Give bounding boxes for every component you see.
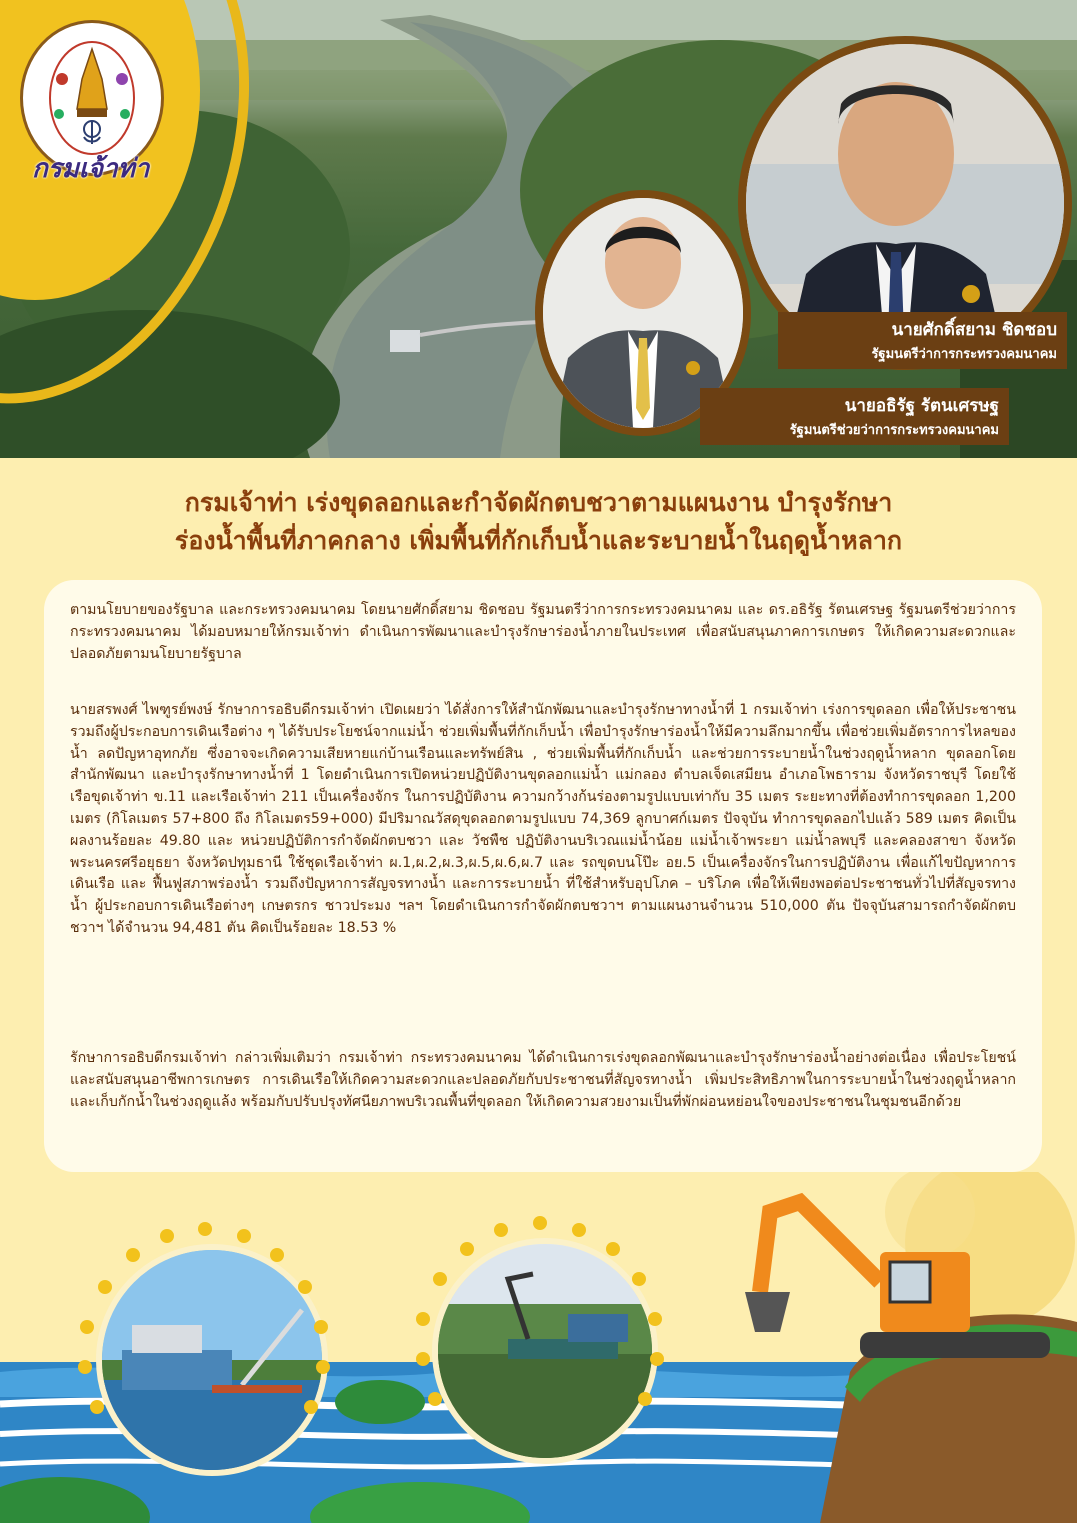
- decorative-dot: [606, 1242, 620, 1256]
- decorative-dot: [198, 1222, 212, 1236]
- decorative-dot: [638, 1392, 652, 1406]
- decorative-dot: [126, 1248, 140, 1262]
- article-paragraph-2: นายสรพงศ์ ไพฑูรย์พงษ์ รักษาการอธิบดีกรมเจ้าท่า เปิดเผยว่า ได้สั่งการให้สำนักพัฒนาและบำรุงรักษาทางน้ำที่ 1 กรมเจ้าท่า เร่งการขุดลอก เพื่อให้ประชาชนรวมถึงผู้ประกอบการเดินเรือต่าง ๆ ได้รับประโยชน์จากแม่น้ำ ช่วยเพิ่มพื้นที่กักเก็บน้ำ เพื่อบำรุงรักษาร่องน้ำให้มีความลึกมากขึ้น เพื่อช่วยเพิ่มอัตราการไหลของน้ำ ลดปัญหาอุทกภัย ซึ่งอาจจะเกิดความเสียหายแก่บ้านเรือนและทรัพย์สิน , ช่วยเพิ่มพื้นที่กักเก็บน้ำ และช่วยการระบายน้ำในช่วงฤดูน้ำหลาก ขุดลอกโดยสำนักพัฒนา และบำรุงรักษาทางน้ำที่ 1 โดยดำเนินการเปิดหน่วยปฏิบัติงานขุดลอกแม่น้ำ แม่กลอง ตำบลเจ็ดเสมียน อำเภอโพธาราม จังหวัดราชบุรี โดยใช้เรือขุดเจ้าท่า ข.11 และเรือเจ้าท่า 211 เป็นเครื่องจักร ในการปฏิบัติงาน ความกว้างก้นร่องตามรูปแบบเท่ากับ 35 เมตร ระยะทางที่ต้องทำการขุดลอก 1,200 เมตร (กิโลเมตร 57+800 ถึง กิโลเมตร59+000) มีปริมาณวัสดุขุดลอกตามรูปแบบ 74,369 ลูกบาศก์เมตร ปัจจุบัน ทำการขุดลอกไปแล้ว 589 เมตร คิดเป็นผลงานร้อยละ 49.80 และ หน่วยปฏิบัติการกำจัดผักตบชวา และ วัชพืช ปฏิบัติงานบริเวณแม่น้ำน้อย แม่น้ำเจ้าพระยา แม่น้ำลพบุรี และคลองสาขา จังหวัดพระนครศรีอยุธยา จังหวัดปทุมธานี ใช้ชุดเรือเจ้าท่า ผ.1,ผ.2,ผ.3,ผ.5,ผ.6,ผ.7 และ รถขุดบนโป๊ะ อย.5 เป็นเครื่องจักรในการปฏิบัติงาน เพื่อแก้ไขปัญหาการเดินเรือ และ ฟื้นฟูสภาพร่องน้ำ รวมถึงปัญหาการสัญจรทางน้ำ และการระบายน้ำ ที่ใช้สำหรับอุปโภค – บริโภค เพื่อให้เพียงพอต่อประชาชนทั่วไปที่สัญจรทางน้ำ ผู้ประกอบการเดินเรือต่างๆ เกษตรกร ชาวประมง ฯลฯ โดยดำเนินการกำจัดผักตบชวาฯ ตามแผนงานจำนวน 510,000 ตัน ปัจจุบันสามารถกำจัดผักตบชวาฯ ได้จำนวน 94,481 ตัน คิดเป็นร้อยละ 18.53 %: [70, 702, 1016, 936]
- decorative-dot: [78, 1360, 92, 1374]
- hero-aerial-river-photo: [0, 0, 1077, 458]
- decorative-dot: [98, 1280, 112, 1294]
- decorative-dot: [316, 1360, 330, 1374]
- decorative-dot: [416, 1352, 430, 1366]
- dredging-site-photo-2: [432, 1238, 658, 1464]
- decorative-dot: [416, 1312, 430, 1326]
- headline-line-2: ร่องน้ำพื้นที่ภาคกลาง เพิ่มพื้นที่กักเก็บน้ำและระบายน้ำในฤดูน้ำหลาก: [174, 526, 903, 555]
- decorative-dot: [533, 1216, 547, 1230]
- official-name: นายศักดิ์สยาม ชิดชอบ: [891, 320, 1057, 340]
- decorative-dot: [270, 1248, 284, 1262]
- decorative-dot: [433, 1272, 447, 1286]
- name-tag-minister: [778, 312, 1067, 369]
- decorative-dot: [650, 1352, 664, 1366]
- article-paragraph-3: รักษาการอธิบดีกรมเจ้าท่า กล่าวเพิ่มเติมว่า กรมเจ้าท่า กระทรวงคมนาคม ได้ดำเนินการเร่งขุดลอกพัฒนาและบำรุงรักษาร่องน้ำอย่างต่อเนื่อง เพื่อประโยชน์และสนับสนุนอาชีพการเกษตร การเดินเรือให้เกิดความสะดวกและปลอดภัยกับประชาชนที่สัญจรทางน้ำ เพิ่มประสิทธิภาพในการระบายน้ำในช่วงฤดูน้ำหลาก และเก็บกักน้ำในช่วงฤดูแล้ง พร้อมกับปรับปรุงทัศนียภาพบริเวณพื้นที่ขุดลอก ให้เกิดความสวยงามเป็นที่พักผ่อนหย่อนใจของประชาชนในชุมชนอีกด้วย: [70, 1050, 1016, 1110]
- name-tag-deputy-minister: [700, 388, 1009, 445]
- decorative-dot: [237, 1229, 251, 1243]
- article-paragraph-1: ตามนโยบายของรัฐบาล และกระทรวงคมนาคม โดยนายศักดิ์สยาม ชิดชอบ รัฐมนตรีว่าการกระทรวงคมนาคม และ ดร.อธิรัฐ รัตนเศรษฐ รัฐมนตรีช่วยว่าการกระทรวงคมนาคม ได้มอบหมายให้กรมเจ้าท่า ดำเนินการพัฒนาและบำรุงรักษาร่องน้ำภายในประเทศ เพื่อสนับสนุนภาคการเกษตร ให้เกิดความสะดวกและปลอดภัยตามนโยบายรัฐบาล: [70, 602, 1016, 662]
- dredging-site-photo-1: [96, 1244, 328, 1476]
- decorative-dot: [572, 1223, 586, 1237]
- decorative-dot: [428, 1392, 442, 1406]
- dredging-boat-illustration: [102, 1250, 322, 1470]
- official-role: รัฐมนตรีช่วยว่าการกระทรวงคมนาคม: [789, 423, 999, 438]
- decorative-dot: [298, 1280, 312, 1294]
- decorative-dot: [494, 1223, 508, 1237]
- decorative-dot: [160, 1229, 174, 1243]
- decorative-dot: [314, 1320, 328, 1334]
- headline-line-1: กรมเจ้าท่า เร่งขุดลอกและกำจัดผักตบชวาตามแผนงาน บำรุงรักษา: [184, 488, 893, 517]
- decorative-dot: [648, 1312, 662, 1326]
- decorative-dot: [460, 1242, 474, 1256]
- weed-removal-boat-illustration: [438, 1244, 652, 1458]
- decorative-dot: [80, 1320, 94, 1334]
- official-name: นายอธิรัฐ รัตนเศรษฐ: [844, 396, 999, 416]
- decorative-dot: [90, 1400, 104, 1414]
- headline: [40, 484, 1037, 560]
- marine-department-seal-icon: [47, 39, 137, 157]
- decorative-dot: [632, 1272, 646, 1286]
- department-logo-text: กรมเจ้าท่า: [32, 154, 150, 184]
- decorative-dot: [304, 1400, 318, 1414]
- official-role: รัฐมนตรีว่าการกระทรวงคมนาคม: [871, 347, 1057, 362]
